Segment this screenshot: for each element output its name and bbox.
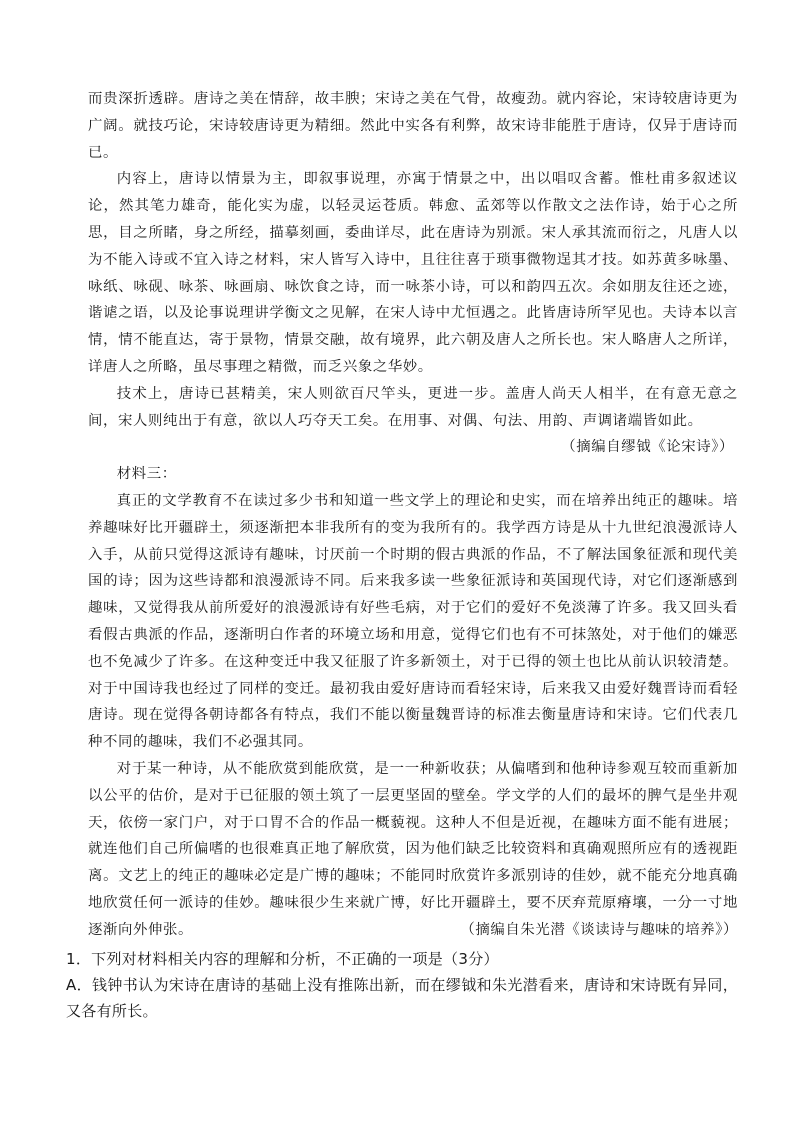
material3-label: 材料三： <box>116 466 177 483</box>
material3-paragraph-1: 真正的文学教育不在读过多少书和知道一些文学上的理论和史实，而在培养出纯正的趣味。培养趣味好比开疆辟土，须逐渐把本非我所有的变为我所有的。我学西方诗是从十九世纪浪漫派诗人入手，从前只觉得这派诗有趣味，讨厌前一个时期的假古典派的作品，不了解法国象征派和现代美国的诗；因为这些诗都和浪漫派诗不同。后来我多读一些象征派诗和英国现代诗，对它们逐渐感到趣味，又觉得我从前所爱好的浪漫派诗有好些毛病，对于它们的爱好不免淡薄了许多。我又回头看看假古典派的作品，逐渐明白作者的环境立场和用意，觉得它们也有不可抹煞处，对于他们的嫌恶也不免减少了许多。在这种变迁中我又征服了许多新领土，对于已得的领土也比从前认识较清楚。对于中国诗我也经过了同样的变迁。最初我由爱好唐诗而看轻宋诗，后来我又由爱好魏晋诗而看轻唐诗。现在觉得各朝诗都各有特点，我们不能以衡量魏晋诗的标准去衡量唐诗和宋诗。它们代表几种不同的趣味，我们不必强其同。 <box>88 492 738 751</box>
material3-paragraph-2-text: 对于某一种诗，从不能欣赏到能欣赏，是一一种新收获；从偏嗜到和他种诗参观互较而重新加以公平的估价，是对于已征服的领土筑了一层更坚固的壁垒。学文学的人们的最坏的脾气是坐井观天，依傍一家门户，对于口胃不合的作品一概藐视。这种人不但是近视，在趣味方面不能有进展；就连他们自己所偏嗜的也很难真正地了解欣赏，因为他们缺乏比较资料和真确观照所应有的透视距离。文艺上的纯正的趣味必定是广博的趣味；不能同时欣赏许多派别诗的佳妙，就不能充分地真确地欣赏任何一派诗的佳妙。趣味很少生来就广博，好比开疆辟土，要不厌弃荒原瘠壤，一分一寸地逐渐向外伸张。 <box>88 760 738 938</box>
document-page <box>66 86 738 1024</box>
material3-source: （摘编自朱光潜《谈读诗与趣味的培养》） <box>460 921 738 938</box>
question-1-option-a[interactable]: A．钱钟书认为宋诗在唐诗的基础上没有推陈出新，而在缪钺和朱光潜看来，唐诗和宋诗既有异同，又各有所长。 <box>66 975 738 1020</box>
material2-paragraph-1-continued: 而贵深折透辟。唐诗之美在情辞，故丰腴；宋诗之美在气骨，故瘦劲。就内容论，宋诗较唐诗更为广阔。就技巧论，宋诗较唐诗更为精细。然此中实各有利弊，故宋诗非能胜于唐诗，仅异于唐诗而已。 <box>88 91 738 161</box>
material2-paragraph-3: 技术上，唐诗已甚精美，宋人则欲百尺竿头，更进一步。盖唐人尚天人相半，在有意无意之间，宋人则纯出于有意，欲以人巧夺天工矣。在用事、对偶、句法、用韵、声调诸端皆如此。 <box>88 385 738 429</box>
question-1-stem: 1．下列对材料相关内容的理解和分析，不正确的一项是（3分） <box>66 949 499 968</box>
material2-paragraph-2: 内容上，唐诗以情景为主，即叙事说理，亦寓于情景之中，出以唱叹含蓄。惟杜甫多叙述议论，然其笔力雄奇，能化实为虚，以轻灵运苍质。韩愈、孟郊等以作散文之法作诗，始于心之所思，目之所睹，身之所经，描摹刻画，委曲详尽，此在唐诗为别派。宋人承其流而衍之，凡唐人以为不能入诗或不宜入诗之材料，宋人皆写入诗中，且往往喜于琐事微物逞其才技。如苏黄多咏墨、咏纸、咏砚、咏茶、咏画扇、咏饮食之诗，而一咏茶小诗，可以和韵四五次。余如朋友往还之迹，谐谑之语，以及论事说理讲学衡文之见解，在宋人诗中尤恒遇之。此皆唐诗所罕见也。夫诗本以言情，情不能直达，寄于景物，情景交融，故有境界，此六朝及唐人之所长也。宋人略唐人之所详，详唐人之所略，虽尽事理之精微，而乏兴象之华妙。 <box>88 171 738 375</box>
material2-source: （摘编自缪钺《论宋诗》） <box>561 439 734 456</box>
material3-paragraph-2 <box>88 756 738 944</box>
